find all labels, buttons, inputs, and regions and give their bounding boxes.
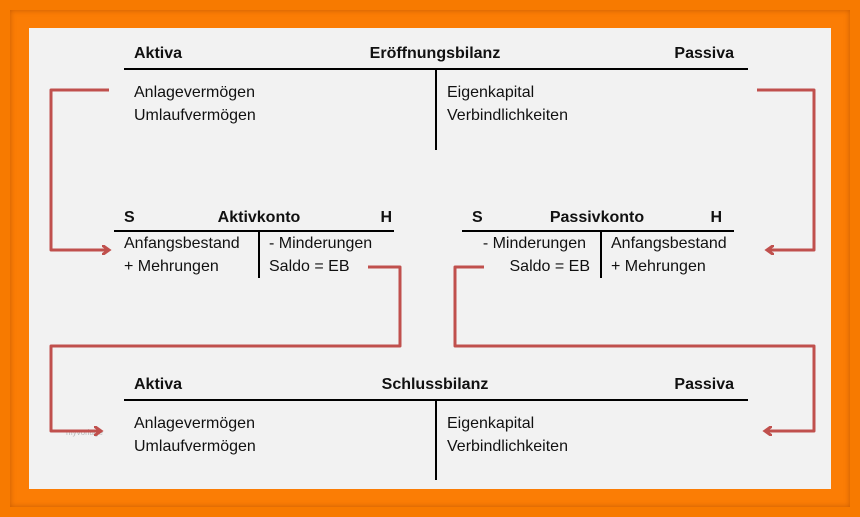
liability-right-item: Anfangsbestand: [611, 235, 727, 252]
asset-right-item: Saldo = EB: [269, 258, 350, 275]
closing-right-item: Verbindlichkeiten: [447, 438, 568, 455]
opening-left-item: Umlaufvermögen: [134, 107, 256, 124]
opening-left-item: Anlagevermögen: [134, 84, 255, 101]
liability-right-item: + Mehrungen: [611, 258, 706, 275]
asset-account-title: Aktivkonto: [217, 209, 301, 226]
liability-credit-label: H: [710, 209, 722, 226]
arrow-opening-to-liability: [757, 90, 814, 250]
closing-passiva-header: Passiva: [674, 376, 734, 393]
liability-left-item: Saldo = EB: [509, 258, 590, 275]
closing-left-item: Anlagevermögen: [134, 415, 255, 432]
watermark-logo: myvorlage: [66, 428, 103, 437]
arrow-opening-to-asset: [51, 90, 109, 250]
arrow-liability-to-closing: [455, 267, 814, 431]
closing-left-item: Umlaufvermögen: [134, 438, 256, 455]
closing-aktiva-header: Aktiva: [134, 376, 183, 393]
opening-passiva-header: Passiva: [674, 45, 734, 62]
arrow-asset-to-closing: [51, 267, 400, 431]
liability-debit-label: S: [472, 209, 483, 226]
opening-balance-title: Eröffnungsbilanz: [369, 45, 501, 62]
asset-credit-label: H: [380, 209, 392, 226]
liability-left-item: - Minderungen: [482, 235, 586, 252]
closing-right-item: Eigenkapital: [447, 415, 535, 432]
asset-left-item: + Mehrungen: [124, 258, 219, 275]
opening-aktiva-header: Aktiva: [134, 45, 183, 62]
opening-right-item: Eigenkapital: [447, 84, 535, 101]
liability-account-title: Passivkonto: [549, 209, 645, 226]
asset-debit-label: S: [124, 209, 135, 226]
asset-right-item: - Minderungen: [269, 235, 373, 252]
closing-balance-title: Schlussbilanz: [381, 376, 489, 393]
asset-left-item: Anfangsbestand: [124, 235, 240, 252]
opening-right-item: Verbindlichkeiten: [447, 107, 568, 124]
